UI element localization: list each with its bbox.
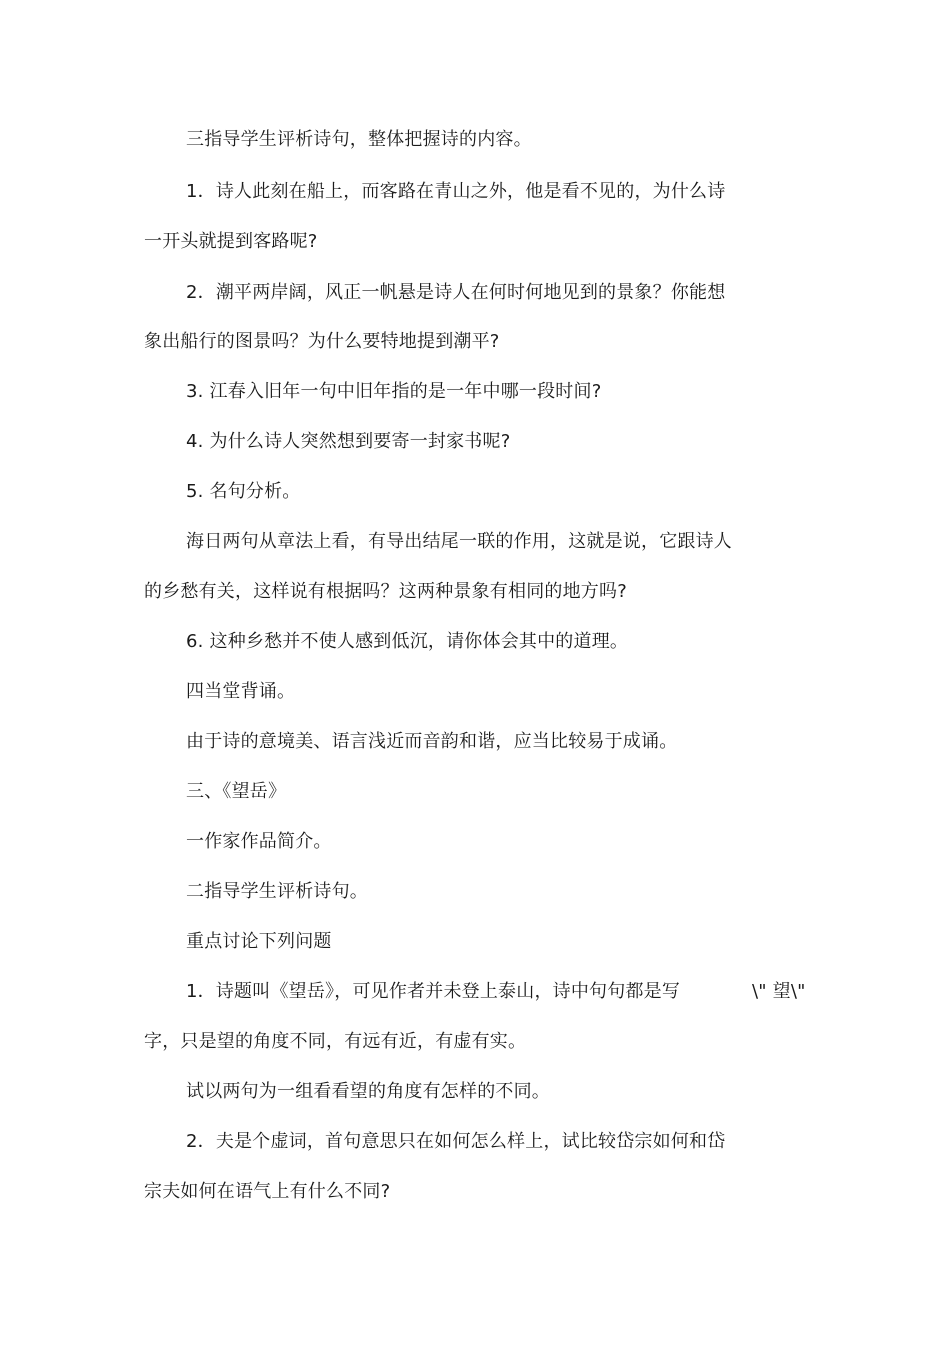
question-1-line-1: 1．诗人此刻在船上，而客路在青山之外，他是看不见的，为什么诗 — [186, 181, 726, 202]
section-heading-guide-analysis: 三指导学生评析诗句，整体把握诗的内容。 — [186, 129, 532, 150]
question-4: 4. 为什么诗人突然想到要寄一封家书呢? — [186, 431, 511, 452]
lesson-heading-wangyue: 三、《望岳》 — [186, 781, 287, 802]
wangyue-question-2-line-1: 2．夫是个虚词，首句意思只在如何怎么样上，试比较岱宗如何和岱 — [186, 1131, 726, 1152]
question-5: 5. 名句分析。 — [186, 481, 301, 502]
wangyue-exercise: 试以两句为一组看看望的角度有怎样的不同。 — [186, 1081, 550, 1102]
discussion-heading: 重点讨论下列问题 — [186, 931, 332, 952]
recitation-note: 由于诗的意境美、语言浅近而音韵和谐，应当比较易于成诵。 — [186, 731, 678, 752]
section-heading-recitation: 四当堂背诵。 — [186, 681, 296, 702]
question-2-line-2: 象出船行的图景吗？为什么要特地提到潮平? — [144, 331, 500, 352]
analysis-paragraph-line-1: 海日两句从章法上看，有导出结尾一联的作用，这就是说，它跟诗人 — [186, 531, 732, 552]
analysis-paragraph-line-2: 的乡愁有关，这样说有根据吗？这两种景象有相同的地方吗? — [144, 581, 627, 602]
question-3: 3. 江春入旧年一句中旧年指的是一年中哪一段时间? — [186, 381, 602, 402]
question-2-line-1: 2．潮平两岸阔，风正一帆悬是诗人在何时何地见到的景象？你能想 — [186, 282, 726, 303]
section-heading-author-intro: 一作家作品简介。 — [186, 831, 332, 852]
question-1-line-2: 一开头就提到客路呢? — [144, 231, 318, 252]
wangyue-question-1-line-1: 1．诗题叫《望岳》，可见作者并未登上泰山，诗中句句都是写 — [186, 981, 681, 1002]
wangyue-question-1-line-2: 字，只是望的角度不同，有远有近，有虚有实。 — [144, 1031, 527, 1052]
wangyue-question-2-line-2: 宗夫如何在语气上有什么不同? — [144, 1181, 391, 1202]
wangyue-question-1-quote: \" 望\" — [752, 981, 806, 1002]
section-heading-guide-poem: 二指导学生评析诗句。 — [186, 881, 368, 902]
question-6: 6. 这种乡愁并不使人感到低沉，请你体会其中的道理。 — [186, 631, 629, 652]
